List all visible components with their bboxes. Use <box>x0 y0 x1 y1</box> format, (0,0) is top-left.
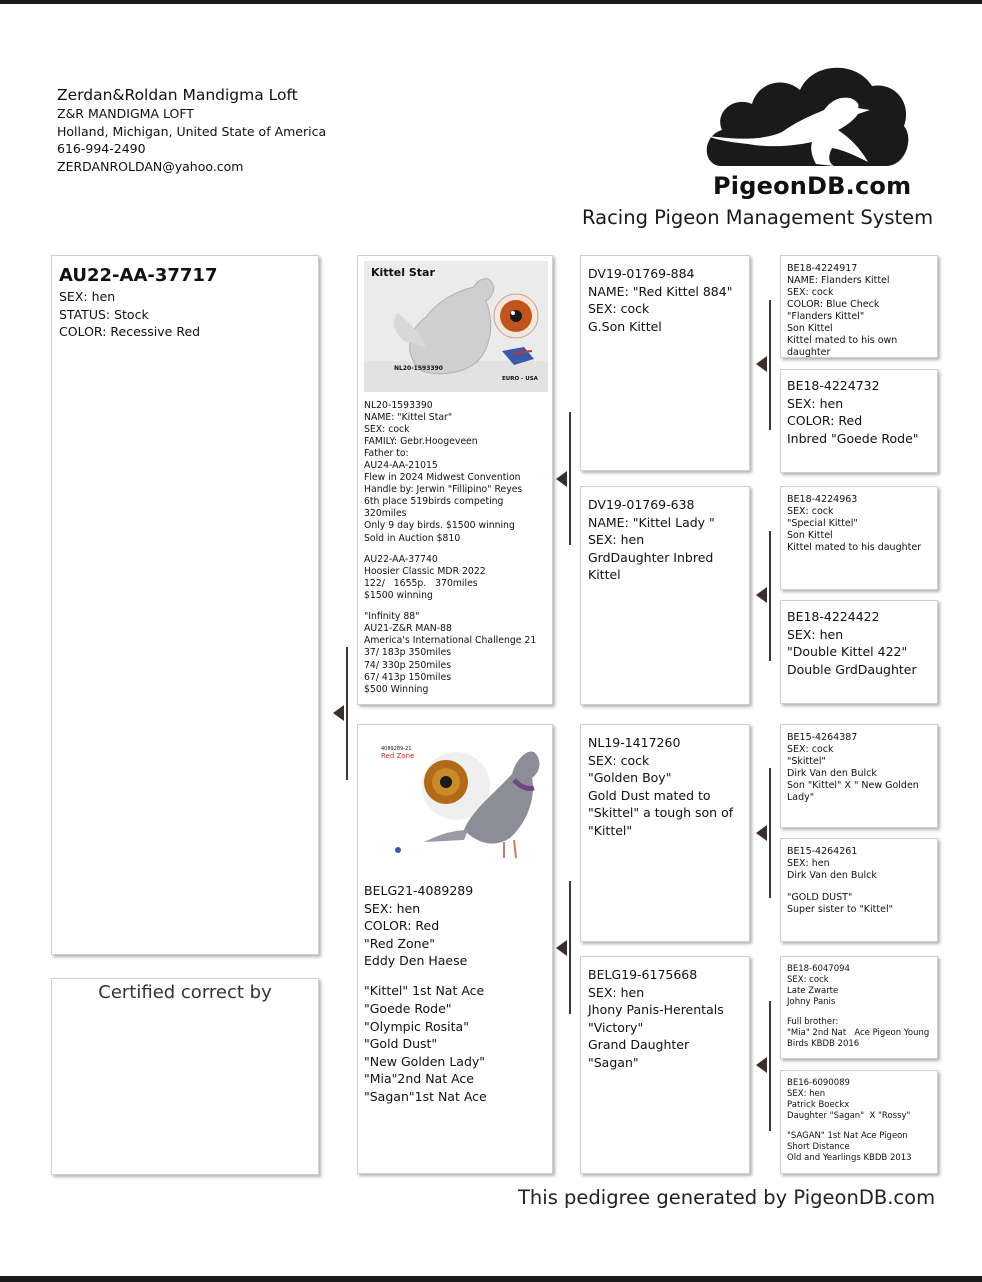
pedigree-line: $1500 winning <box>364 590 433 601</box>
pedigree-line: "Flanders Kittel" <box>787 311 865 322</box>
pedigree-line: SEX: cock <box>588 301 650 317</box>
pedigree-line <box>364 970 546 983</box>
bottom-border <box>0 1276 982 1282</box>
pedigree-line: Dirk Van den Bulck <box>787 768 877 779</box>
gen3-card <box>780 956 938 1059</box>
pedigree-line: BELG19-6175668 <box>588 967 698 982</box>
pedigree-line: "Mia" 2nd Nat Ace Pigeon Young Birds KBDB 2016 <box>787 1027 932 1049</box>
pedigree-line: "Skittel" a tough son of <box>588 805 734 821</box>
connector-arrow-icon <box>333 705 344 721</box>
connector-arrow-icon <box>556 940 567 956</box>
owner-loft: Z&R MANDIGMA LOFT <box>57 106 194 121</box>
pedigree-line: NAME: "Red Kittel 884" <box>588 283 733 299</box>
dam-photo-ring: 4089289-21 <box>381 746 412 752</box>
pedigree-line: BE15-4264261 <box>787 846 858 857</box>
dam-photo <box>364 730 548 872</box>
pedigree-line: Only 9 day birds. $1500 winning <box>364 520 515 532</box>
dam-card <box>357 724 553 1174</box>
connector-line <box>769 768 771 898</box>
pedigree-line: Jhony Panis-Herentals <box>588 1002 724 1018</box>
pedigree-line: "Goede Rode" <box>364 1001 452 1017</box>
pedigree-line <box>787 1008 931 1017</box>
pedigree-line: BE18-4224917 <box>787 263 858 274</box>
sire-photo-ring: NL20-1593390 <box>394 365 443 372</box>
pedigree-line: Double GrdDaughter <box>787 661 917 677</box>
pedigree-line: NL20-1593390 <box>364 400 433 411</box>
pedigree-line: 6th place 519birds competing 320miles <box>364 496 510 520</box>
pedigree-line: SEX: cock <box>787 287 834 298</box>
top-border <box>0 0 982 4</box>
pedigree-line: Full brother: <box>787 1016 839 1027</box>
pedigree-line: AU22-AA-37740 <box>364 553 438 565</box>
connector-line <box>346 647 348 780</box>
pedigree-line: "Infinity 88" <box>364 611 420 623</box>
gen3-card <box>780 369 938 473</box>
logo-brand: PigeonDB.com <box>713 172 912 200</box>
pedigree-line: Gold Dust mated to <box>588 787 711 803</box>
pedigree-line: "Kittel" <box>588 822 633 838</box>
pedigree-line: Dirk Van den Bulck <box>787 870 877 881</box>
pedigree-line: "Olympic Rosita" <box>364 1018 469 1034</box>
pedigree-line: BE18-6047094 <box>787 964 850 974</box>
connector-arrow-icon <box>556 471 567 487</box>
pedigree-line <box>364 602 546 611</box>
pedigree-line: "GOLD DUST" <box>787 891 853 903</box>
pedigree-line: "Gold Dust" <box>364 1036 438 1052</box>
gen3-card <box>780 600 938 704</box>
gen2-card <box>580 486 750 705</box>
pedigree-line: Handle by: Jerwin "Fillipino" Reyes <box>364 484 523 496</box>
sire-photo-title: Kittel Star <box>371 266 435 279</box>
pedigree-line: SEX: hen <box>364 900 421 916</box>
pedigree-line <box>364 545 546 554</box>
pedigree-line: DV19-01769-638 <box>588 497 695 512</box>
connector-arrow-icon <box>756 587 767 603</box>
pedigree-line: Patrick Boeckx <box>787 1100 850 1110</box>
pedigree-line: 67/ 413p 150miles <box>364 671 452 683</box>
sire-photo-badge: EURO - USA <box>502 376 538 382</box>
subject-color: COLOR: Recessive Red <box>59 324 201 339</box>
certified-label: Certified correct by <box>98 982 272 1003</box>
pedigree-line: Sold in Auction $810 <box>364 532 461 544</box>
pedigree-line: SEX: hen <box>588 984 645 1000</box>
pedigree-line: SEX: cock <box>787 975 829 985</box>
pedigree-line: Kittel <box>588 567 621 583</box>
pedigree-line: Late Zwarte <box>787 986 839 996</box>
pedigree-line: DV19-01769-884 <box>588 266 695 281</box>
gen3-card <box>780 838 938 942</box>
pedigree-line <box>787 882 931 892</box>
pedigree-line: COLOR: Blue Check <box>787 299 880 310</box>
pedigree-line: Son "Kittel" X " New Golden Lady" <box>787 780 922 803</box>
pedigree-line: "Golden Boy" <box>588 770 672 786</box>
pedigree-line: Eddy Den Haese <box>364 953 468 969</box>
pedigree-line: SEX: hen <box>787 1089 826 1099</box>
pedigree-line: G.Son Kittel <box>588 318 662 334</box>
owner-phone: 616-994-2490 <box>57 141 146 156</box>
pedigree-line: "Special Kittel" <box>787 518 858 529</box>
pedigree-line: SEX: hen <box>787 626 844 642</box>
pedigree-line: AU21-Z&R MAN-88 <box>364 623 452 635</box>
pedigree-line: "Double Kittel 422" <box>787 644 908 660</box>
pedigree-line: Son Kittel <box>787 323 833 334</box>
pedigree-line: Kittel mated to his own daughter <box>787 335 901 358</box>
pedigree-line: "Sagan"1st Nat Ace <box>364 1089 487 1105</box>
pedigree-line: SEX: cock <box>588 752 650 768</box>
pedigree-line: FAMILY: Gebr.Hoogeveen <box>364 436 478 448</box>
gen2-card <box>580 724 750 942</box>
pedigree-line: Son Kittel <box>787 530 833 541</box>
pedigree-line: "New Golden Lady" <box>364 1053 486 1069</box>
subject-status: STATUS: Stock <box>59 306 149 322</box>
pedigree-line: BE16-6090089 <box>787 1078 850 1088</box>
pedigree-line: SEX: hen <box>787 858 830 869</box>
owner-email: ZERDANROLDAN@yahoo.com <box>57 158 244 174</box>
pedigree-line: BE18-4224963 <box>787 494 858 505</box>
pedigree-line: NL19-1417260 <box>588 735 681 750</box>
pedigree-line: $500 Winning <box>364 683 429 695</box>
footer-text: This pedigree generated by PigeonDB.com <box>518 1186 936 1209</box>
pedigree-line: "Mia"2nd Nat Ace <box>364 1071 474 1087</box>
pedigree-line: Old and Yearlings KBDB 2013 <box>787 1152 912 1163</box>
pedigree-line: BE18-4224422 <box>787 609 880 624</box>
gen3-card <box>780 724 938 828</box>
pedigree-line: Kittel mated to his daughter <box>787 542 922 553</box>
gen2-card <box>580 255 750 471</box>
pedigree-line: Daughter "Sagan" X "Rossy" <box>787 1111 911 1121</box>
pedigree-line: "Skittel" <box>787 756 826 767</box>
pedigree-line: SEX: cock <box>787 506 834 517</box>
pedigree-line: Flew in 2024 Midwest Convention <box>364 472 521 484</box>
pedigree-line: Father to: <box>364 448 409 460</box>
sire-card <box>357 255 553 705</box>
pedigree-line: AU24-AA-21015 <box>364 460 438 472</box>
sire-details <box>364 400 546 696</box>
connector-arrow-icon <box>756 356 767 372</box>
pedigree-line: SEX: hen <box>787 395 844 411</box>
connector-arrow-icon <box>756 1057 767 1073</box>
pedigree-line: Inbred "Goede Rode" <box>787 430 919 446</box>
connector-line <box>769 300 771 430</box>
pigeondb-logo-icon <box>700 56 910 170</box>
pedigree-line: Johny Panis <box>787 997 836 1007</box>
pedigree-line <box>787 1122 931 1131</box>
connector-line <box>569 412 571 545</box>
owner-info <box>57 85 377 175</box>
owner-address: Holland, Michigan, United State of America <box>57 123 327 139</box>
pedigree-line: 37/ 183p 350miles <box>364 647 452 659</box>
pedigree-line: NAME: "Kittel Star" <box>364 412 453 424</box>
pedigree-line: COLOR: Red <box>787 413 863 429</box>
pedigree-line: Grand Daughter "Sagan" <box>588 1037 694 1070</box>
connector-line <box>769 531 771 661</box>
logo-tagline: Racing Pigeon Management System <box>582 206 934 229</box>
gen3-card <box>780 255 938 358</box>
owner-name: Zerdan&Roldan Mandigma Loft <box>57 86 298 104</box>
dam-details <box>364 882 546 1106</box>
pedigree-line: America's International Challenge 21 <box>364 635 537 647</box>
pedigree-line: "Kittel" 1st Nat Ace <box>364 983 485 999</box>
pedigree-line: BE18-4224732 <box>787 378 880 393</box>
pedigree-line: "Red Zone" <box>364 935 436 951</box>
subject-sex: SEX: hen <box>59 289 116 304</box>
certified-box <box>51 978 319 1175</box>
pedigree-line: SEX: cock <box>787 744 834 755</box>
pedigree-line: Super sister to "Kittel" <box>787 903 893 915</box>
gen3-card <box>780 486 938 590</box>
pedigree-line: BELG21-4089289 <box>364 883 474 898</box>
pedigree-line: COLOR: Red <box>364 918 440 934</box>
connector-line <box>769 1001 771 1131</box>
pedigree-line: BE15-4264387 <box>787 732 858 743</box>
sire-photo-image <box>364 261 548 392</box>
pedigree-line: SEX: hen <box>588 532 645 548</box>
gen3-card <box>780 1070 938 1174</box>
pedigree-line: SEX: cock <box>364 424 410 436</box>
connector-line <box>569 881 571 1014</box>
pedigree-line: 74/ 330p 250miles <box>364 659 452 671</box>
pedigree-line: GrdDaughter Inbred <box>588 549 714 565</box>
pedigree-line: "Victory" <box>588 1019 644 1035</box>
pedigree-line: NAME: "Kittel Lady " <box>588 514 715 530</box>
pedigree-line: Hoosier Classic MDR 2022 <box>364 565 486 577</box>
sire-photo <box>364 261 548 392</box>
dam-photo-title: Red Zone <box>381 752 415 760</box>
pedigree-line: 122/ 1655p. 370miles <box>364 577 478 589</box>
subject-ring: AU22-AA-37717 <box>59 265 218 286</box>
gen2-card <box>580 956 750 1174</box>
pedigree-line: "SAGAN" 1st Nat Ace Pigeon Short Distance <box>787 1130 911 1152</box>
pedigree-line: NAME: Flanders Kittel <box>787 275 890 286</box>
subject-card <box>51 255 319 955</box>
connector-arrow-icon <box>756 825 767 841</box>
